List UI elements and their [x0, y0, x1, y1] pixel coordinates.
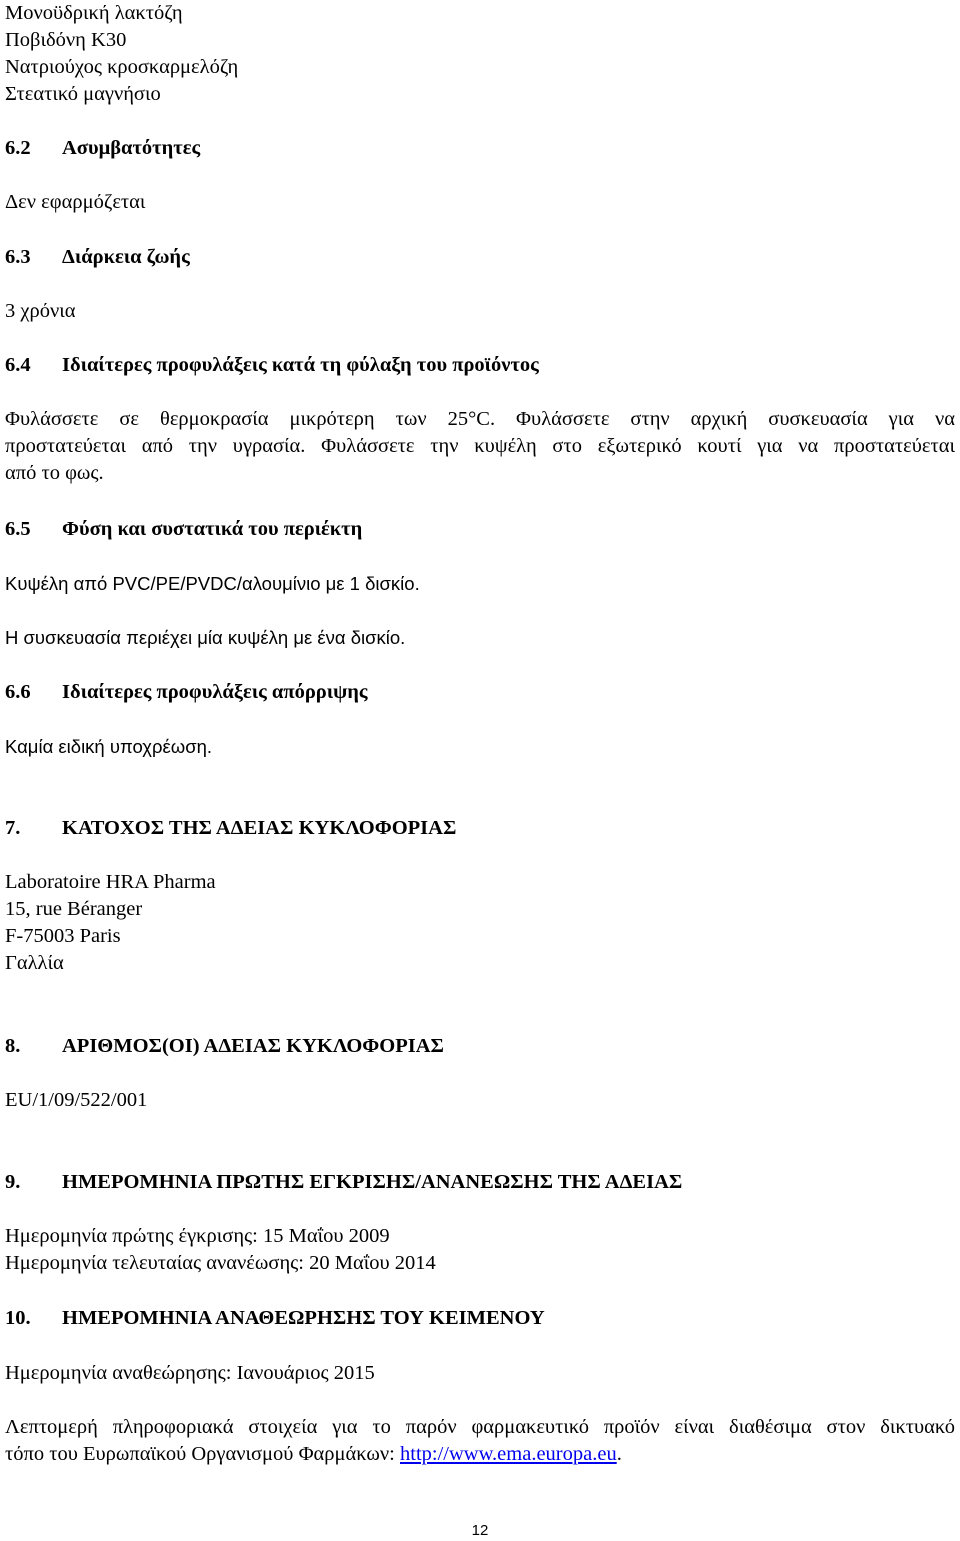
section-title: Ασυμβατότητες: [62, 137, 201, 159]
section-title: Φύση και συστατικά του περιέκτη: [62, 518, 363, 540]
paragraph-line: Φυλάσσετε σε θερμοκρασία μικρότερη των 25°C. Φυλάσσετε στην αρχική συσκευασία για να: [5, 408, 955, 430]
address-line: 15, rue Béranger: [5, 898, 143, 920]
revision-date: Ημερομηνία αναθεώρησης: Ιανουάριος 2015: [5, 1362, 375, 1384]
section-heading-6-4: [5, 352, 539, 379]
address-line: Γαλλία: [5, 952, 64, 974]
excipient-item: Ποβιδόνη Κ30: [5, 29, 127, 51]
section-heading-7: [5, 815, 456, 842]
section-number: 7.: [5, 817, 21, 839]
renewal-date: Ημερομηνία τελευταίας ανανέωσης: 20 Μαΐου 2014: [5, 1252, 436, 1274]
paragraph-line: Λεπτομερή πληροφοριακά στοιχεία για το παρόν φαρμακευτικό προϊόν είναι διαθέσιμα στον δικτυακό: [5, 1416, 955, 1438]
section-title: ΚΑΤΟΧΟΣ ΤΗΣ ΑΔΕΙΑΣ ΚΥΚΛΟΦΟΡΙΑΣ: [62, 817, 457, 839]
section-heading-6-2: [5, 135, 200, 162]
address-line: Laboratoire HRA Pharma: [5, 871, 216, 893]
section-number: 6.3: [5, 246, 31, 268]
section-heading-6-6: [5, 679, 368, 706]
section-title: Διάρκεια ζωής: [62, 246, 190, 268]
section-heading-10: [5, 1305, 545, 1332]
info-text-end: .: [616, 1443, 622, 1465]
ema-website-link[interactable]: http://www.ema.europa.eu: [400, 1443, 617, 1465]
section-title: ΑΡΙΘΜΟΣ(ΟΙ) ΑΔΕΙΑΣ ΚΥΚΛΟΦΟΡΙΑΣ: [62, 1035, 444, 1057]
section-heading-6-5: [5, 516, 362, 543]
excipient-item: Στεατικό μαγνήσιο: [5, 83, 161, 105]
paragraph-line: από το φως.: [5, 462, 104, 484]
section-number: 9.: [5, 1171, 21, 1193]
address-line: F-75003 Paris: [5, 925, 121, 947]
section-text: Καμία ειδική υποχρέωση.: [5, 736, 213, 757]
paragraph-line: [5, 1441, 955, 1468]
section-number: 6.4: [5, 354, 31, 376]
section-text: Δεν εφαρμόζεται: [5, 191, 146, 213]
section-number: 6.6: [5, 681, 31, 703]
section-heading-8: [5, 1033, 444, 1060]
excipient-item: Νατριούχος κροσκαρμελόζη: [5, 56, 239, 78]
section-number: 8.: [5, 1035, 21, 1057]
section-text: Η συσκευασία περιέχει μία κυψέλη με ένα δισκίο.: [5, 627, 406, 648]
section-title: Ιδιαίτερες προφυλάξεις απόρριψης: [62, 681, 368, 703]
section-number: 6.2: [5, 137, 31, 159]
section-heading-6-3: [5, 244, 190, 271]
section-number: 6.5: [5, 518, 31, 540]
section-title: ΗΜΕΡΟΜΗΝΙΑ ΠΡΩΤΗΣ ΕΓΚΡΙΣΗΣ/ΑΝΑΝΕΩΣΗΣ ΤΗΣ ΑΔΕΙΑΣ: [62, 1171, 683, 1193]
section-number: 10.: [5, 1307, 31, 1329]
storage-paragraph: [5, 406, 955, 487]
section-text: Κυψέλη από PVC/PE/PVDC/αλουμίνιο με 1 δισκίο.: [5, 573, 420, 594]
page-number: 12: [471, 1522, 489, 1539]
section-title: ΗΜΕΡΟΜΗΝΙΑ ΑΝΑΘΕΩΡΗΣΗΣ ΤΟΥ ΚΕΙΜΕΝΟΥ: [62, 1307, 545, 1329]
section-heading-9: [5, 1169, 682, 1196]
info-paragraph: [5, 1414, 955, 1468]
section-text: 3 χρόνια: [5, 300, 76, 322]
excipient-item: Μονοϋδρική λακτόζη: [5, 2, 183, 24]
marketing-authorisation-number: EU/1/09/522/001: [5, 1089, 148, 1111]
section-title: Ιδιαίτερες προφυλάξεις κατά τη φύλαξη του προϊόντος: [62, 354, 539, 376]
first-authorisation-date: Ημερομηνία πρώτης έγκρισης: 15 Μαΐου 2009: [5, 1225, 390, 1247]
paragraph-line: προστατεύεται από την υγρασία. Φυλάσσετε την κυψέλη στο εξωτερικό κουτί για να προστατεύεται: [5, 435, 955, 457]
info-text: τόπο του Ευρωπαϊκού Οργανισμού Φαρμάκων:: [5, 1443, 400, 1465]
